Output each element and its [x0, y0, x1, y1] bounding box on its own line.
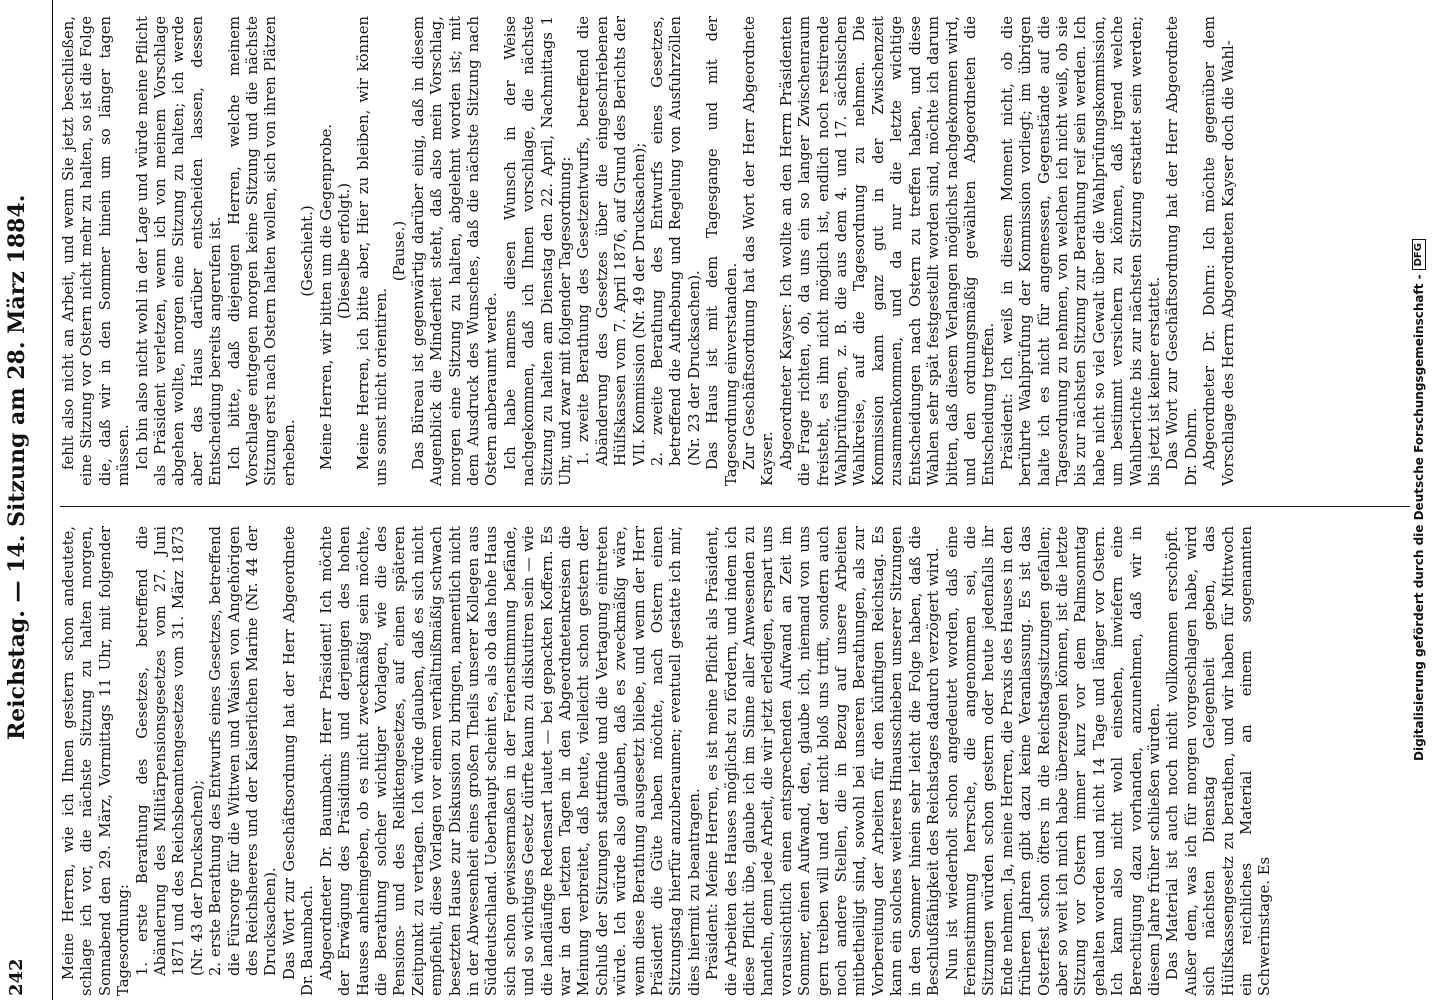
paragraph: Ich bitte, daß diejenigen Herren, welche meinem Vorschlage entgegen morgen keine Sitzung und die nächste Sitzung erst nach Ostern halten wollen, sich von ihren Plätzen erheben.	[225, 16, 298, 486]
paragraph: Das Wort zur Geschäftsordnung hat der Herr Abgeordnete Dr. Dohrn.	[1164, 16, 1200, 486]
running-title: Reichstag. — 14. Sitzung am 28. März 1884.	[4, 194, 30, 740]
speech-paragraph: Abgeordneter Kayser: Ich wollte an den Herrn Präsidenten die Frage richten, ob, da uns ein so langer Zwischenraum freisteht, es ihm nicht möglich ist, endlich noch restirende Wahlprüfungen, z. B. die aus dem 4. und 17. sächsischen Wahlkreise, auf die Tagesordnung zu nehmen. Die Kommission kann ganz gut in der Zwischenzeit zusammenkommen, und da nur die letzte wichtige Entscheidungen nach Ostern zu treffen haben, und diese Wahlen sehr spät festgestellt worden sind, möchte ich darum bitten, daß diesem Verlangen möglichst nachgekommen wird, und den ordnungsmäßig gewählten Abgeordneten die Entscheidung treffen.	[777, 16, 998, 486]
paragraph: Ich habe namens diesen Wunsch in der Weise nachgekommen, daß ich Ihnen vorschlage, die nächste Sitzung zu halten am Dienstag den 22. April, Nachmittags 1 Uhr, und zwar mit folgender Tagesordnung:	[501, 16, 574, 486]
right-column	[60, 16, 1238, 486]
paragraph: Meine Herren, wie ich Ihnen gestern schon andeutete, schlage ich vor, die nächste Sitzung zu halten morgen, Sonnabend den 29. März, Vormittags 11 Uhr, mit folgender Tagesordnung:	[60, 526, 133, 996]
page-number: 242	[6, 958, 27, 996]
digitization-footer	[1408, 0, 1430, 1000]
paragraph: Das Büreau ist gegenwärtig darüber einig, daß in diesem Augenblick die Minderheit steht, daß also mein Vorschlag, morgen eine Sitzung zu halten, abgelehnt worden ist; mit dem Ausdruck des Wunsches, daß die nächste Sitzung nach Ostern anberaumt werde.	[409, 16, 501, 486]
column-divider	[60, 506, 1410, 507]
stage-direction: (Geschieht.)	[299, 205, 317, 297]
paragraph: Das Material ist auch noch nicht vollkommen erschöpft. Außer dem, was ich für morgen vorgeschlagen habe, wird sich nächsten Dienstag Gelegenheit geben, das Hülfskassengesetz zu berathen, und wir haben für Mittwoch ein reichliches Material an einem sogenannten Schwerinstage. Es	[1164, 526, 1274, 996]
stage-direction: (Dieselbe erfolgt.)	[336, 183, 354, 319]
left-column	[60, 526, 1275, 996]
stage-direction: (Pause.)	[391, 220, 409, 282]
speech-paragraph: Präsident: Ich weiß in diesem Moment nicht, ob die berührte Wahlprüfung der Kommission vorliegt; im übrigen halte ich es nicht für angemessen, Gegenstände auf die Tagesordnung zu nehmen, von welchen ich nicht weiß, ob sie bis zur nächsten Sitzung zur Berathung reif sein werden. Ich habe nicht so viel Gewalt über die Wahlprüfungskommission, um bestimmt versichern zu können, daß irgend welche Wahlberichte bis zur nächsten Sitzung erstattet sein werden; bis jetzt ist keiner erstattet.	[998, 16, 1163, 486]
agenda-item: 1. zweite Berathung des Gesetzentwurfs, betreffend die Abänderung des Gesetzes über die eingeschriebenen Hülfskassen vom 7. April 1876, auf Grund des Berichts der VII. Kommission (Nr. 49 der Drucksachen);	[575, 16, 648, 466]
paragraph: Ich bin also nicht wohl in der Lage und würde meine Pflicht als Präsident verletzen, wenn ich von meinem Vorschlage abgehen wollte, morgen eine Sitzung zu halten; ich werde aber das Haus darüber entscheiden lassen, dessen Entscheidung bereits angerufen ist.	[133, 16, 225, 486]
speech-paragraph: Präsident: Meine Herren, es ist meine Pflicht als Präsident, die Arbeiten des Hauses möglichst zu fördern, und indem ich diese Pflicht übe, glaube ich im Sinne aller Anwesenden zu handeln, denn jede Arbeit, die wir jetzt erledigen, erspart uns voraussichtlich einen entsprechenden Aufwand an Zeit im Sommer, einen Aufwand, den, glaube ich, niemand von uns gern treiben will und der nicht bloß uns trifft, sondern auch noch andere Stellen, die in Bezug auf unsere Arbeiten mitbetheiligt sind, sowohl bei unseren Berathungen, als zur Vorbereitung der Arbeiten für den künftigen Reichstag. Es kann ein solches weiteres Hinausschieben unserer Sitzungen in den Sommer hinein sehr leicht die Folge haben, daß die Beschlußfähigkeit des Reichstages dadurch verzögert wird.	[704, 526, 943, 996]
footer-text: Digitalisierung gefördert durch die Deutsche Forschungsgemeinschaft -	[1412, 274, 1426, 761]
agenda-item: 2. erste Berathung des Entwurfs eines Gesetzes, betreffend die Fürsorge für die Wittwen und Waisen von Angehörigen des Reichsheeres und der Kaiserlichen Marine (Nr. 44 der Drucksachen).	[207, 526, 280, 976]
dfg-logo: DFG	[1412, 239, 1426, 270]
paragraph: fehlt also nicht an Arbeit, und wenn Sie jetzt beschließen, eine Sitzung vor Ostern nicht mehr zu halten, so ist die Folge die, daß wir in den Sommer hinein um so länger tagen müssen.	[60, 16, 133, 486]
paragraph: Zur Geschäftsordnung hat das Wort der Herr Abgeordnete Kayser.	[741, 16, 777, 486]
paragraph: Meine Herren, wir bitten um die Gegenprobe.	[317, 123, 335, 470]
paragraph: Das Haus ist mit dem Tagesgange und mit der Tagesordnung einverstanden.	[704, 16, 740, 486]
page-header	[0, 0, 53, 1000]
paragraph: Das Wort zur Geschäftsordnung hat der Herr Abgeordnete Dr. Baumbach.	[280, 526, 317, 996]
speech-paragraph: Abgeordneter Dr. Baumbach: Herr Präsident! Ich möchte der Erwägung des Präsidiums und derjenigen des hohen Hauses anheimgeben, ob es nicht zweckmäßig sein möchte, die Berathung solcher wichtiger Vorlagen, wie die des Pensions- und des Reliktengesetzes, auf einen späteren Zeitpunkt zu vertagen. Ich würde glauben, daß es sich nicht empfiehlt, diese Vorlagen vor einem verhältnißmäßig schwach besetzten Hause zur Diskussion zu bringen, namentlich nicht in der Abwesenheit eines großen Theils unserer Kollegen aus Süddeutschland. Ueberhaupt scheint es, als ob das hohe Haus sich schon gewissermaßen in der Ferienstimmung befände, und so wichtiges Gesetz dürfte kaum zu diskutiren sein — wie die landläufige Redensart lautet — bei gepackten Koffern. Es war in den letzten Tagen in den Abgeordnetenkreisen die Meinung verbreitet, daß heute, vielleicht schon gestern der Schluß der Sitzungen stattfinde und die Vertagung eintreten würde. Ich würde also glauben, daß es zweckmäßig wäre, wenn diese Berathung ausgesetzt bliebe, und wenn der Herr Präsident die Güte haben möchte, nach Ostern einen Sitzungstag hierfür anzuberaumen; eventuell gestatte ich mir, dies hiermit zu beantragen.	[317, 526, 703, 996]
agenda-item: 2. zweite Berathung des Entwurfs eines Gesetzes, betreffend die Aufhebung und Regelung von Ausfuhrzöllen (Nr. 23 der Drucksachen).	[649, 16, 703, 466]
speech-paragraph: Abgeordneter Dr. Dohrn: Ich möchte gegenüber dem Vorschlage des Herrn Abgeordneten Kayser doch die Wahl-	[1201, 16, 1237, 486]
paragraph: Meine Herren, ich bitte aber, Hier zu bleiben, wir können uns sonst nicht orientiren.	[354, 16, 390, 486]
agenda-item: 1. erste Berathung des Gesetzes, betreffend die Abänderung des Militärpensionsgesetzes vom 27. Juni 1871 und des Reichsbeamtengesetzes vom 31. März 1873 (Nr. 43 der Drucksachen);	[133, 526, 206, 976]
paragraph: Nun ist wiederholt schon angedeutet worden, daß eine Ferienstimmung herrsche, die angenommen sei, die Sitzungen würden schon gestern oder heute jedenfalls ihr Ende nehmen. Ja, meine Herren, die Praxis des Hauses in den früheren Jahren gibt dazu keine Veranlassung. Es ist das Osterfest schon öfters in die Reichstagssitzungen gefallen; aber so weit ich mich habe überzeugen können, ist die letzte Sitzung vor Ostern immer kurz vor dem Palmsonntag gehalten worden und nicht 14 Tage und länger vor Ostern. Ich kann also nicht wohl einsehen, inwiefern eine Berechtigung dazu vorhanden, anzunehmen, daß wir in diesem Jahre früher schließen würden.	[943, 526, 1163, 996]
